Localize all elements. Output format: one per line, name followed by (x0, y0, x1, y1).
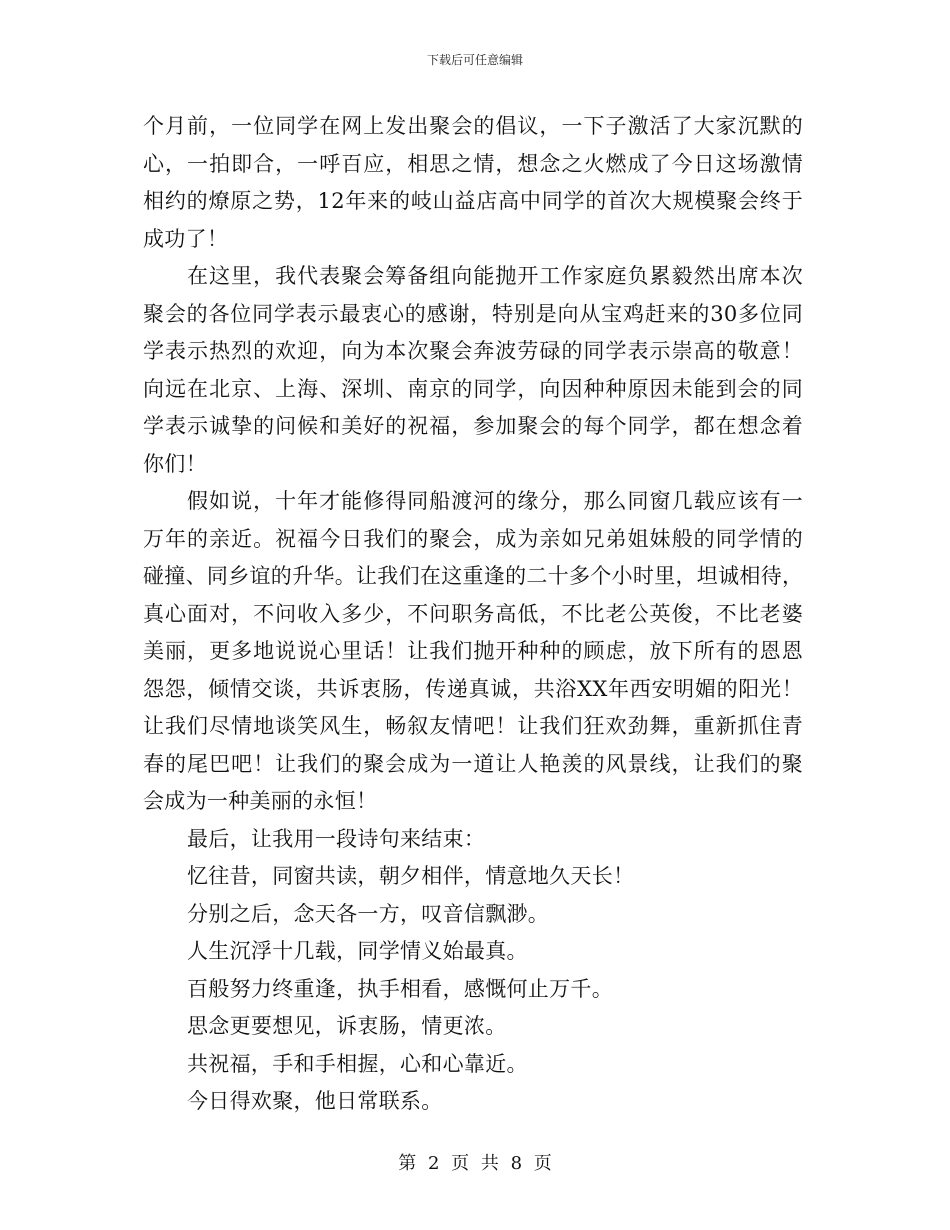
text-line: 今日得欢聚，他日常联系。 (187, 1089, 443, 1113)
text-line: 你们！ (143, 451, 207, 476)
text-line: 向远在北京、上海、深圳、南京的同学，向因种种原因未能到会的同 (143, 376, 803, 401)
paragraph (143, 258, 803, 483)
text-line: 分别之后，念天各一方，叹音信飘渺。 (187, 901, 550, 926)
text-line: 春的尾巴吧！让我们的聚会成为一道让人艳羡的风景线，让我们的聚 (143, 751, 803, 776)
text-line: 人生沉浮十几载，同学情义始最真。 (187, 939, 528, 963)
text-line: 聚会的各位同学表示最衷心的感谢，特别是向从宝鸡赶来的30多位同 (143, 301, 803, 326)
paragraph (143, 483, 803, 821)
text-line: 思念更要想见，诉衷肠，情更浓。 (187, 1014, 507, 1038)
paragraph (143, 933, 803, 971)
text-line: 会成为一种美丽的永恒！ (143, 789, 378, 813)
text-line: 碰撞、同乡谊的升华。让我们在这重逢的二十多个小时里，坦诚相待， (143, 564, 804, 588)
paragraph (143, 1046, 803, 1084)
paragraph (143, 1008, 803, 1046)
paragraph (143, 896, 803, 934)
paragraph (143, 1083, 803, 1121)
text-line: 最后，让我用一段诗句来结束： (187, 826, 486, 851)
text-line: 真心面对，不问收入多少，不问职务高低，不比老公英俊，不比老婆 (143, 601, 803, 626)
text-line: 让我们尽情地谈笑风生，畅叙友情吧！让我们狂欢劲舞，重新抓住青 (143, 714, 803, 738)
page-header: 下载后可任意编辑 (426, 53, 523, 67)
text-line: 学表示热烈的欢迎，向为本次聚会奔波劳碌的同学表示崇高的敬意！ (143, 339, 803, 363)
text-line: 相约的燎原之势，12年来的岐山益店高中同学的首次大规模聚会终于 (143, 189, 803, 213)
paragraph (143, 821, 803, 859)
page-number-footer: 第 2 页 共 8 页 (398, 1153, 552, 1174)
text-line: 假如说，十年才能修得同船渡河的缘分，那么同窗几载应该有一 (187, 489, 803, 513)
paragraph (143, 858, 803, 896)
paragraph (143, 108, 803, 258)
document-body (143, 108, 803, 1121)
text-line: 忆往昔，同窗共读，朝夕相伴，情意地久天长！ (187, 864, 635, 888)
text-line: 学表示诚挚的问候和美好的祝福，参加聚会的每个同学，都在想念着 (143, 414, 803, 438)
text-line: 怨怨，倾情交谈，共诉衷肠，传递真诚，共浴XX年西安明媚的阳光！ (143, 676, 803, 701)
text-line: 百般努力终重逢，执手相看，感慨何止万千。 (187, 976, 613, 1001)
text-line: 心，一拍即合，一呼百应，相思之情，想念之火燃成了今日这场激情 (143, 151, 803, 176)
paragraph (143, 971, 803, 1009)
text-line: 美丽，更多地说说心里话！让我们抛开种种的顾虑，放下所有的恩恩 (143, 639, 803, 663)
text-line: 万年的亲近。祝福今日我们的聚会，成为亲如兄弟姐妹般的同学情的 (143, 526, 803, 551)
text-line: 在这里，我代表聚会筹备组向能抛开工作家庭负累毅然出席本次 (187, 264, 803, 288)
text-line: 共祝福，手和手相握，心和心靠近。 (187, 1051, 528, 1076)
text-line: 个月前，一位同学在网上发出聚会的倡议，一下子激活了大家沉默的 (143, 114, 803, 138)
text-line: 成功了！ (143, 226, 229, 251)
